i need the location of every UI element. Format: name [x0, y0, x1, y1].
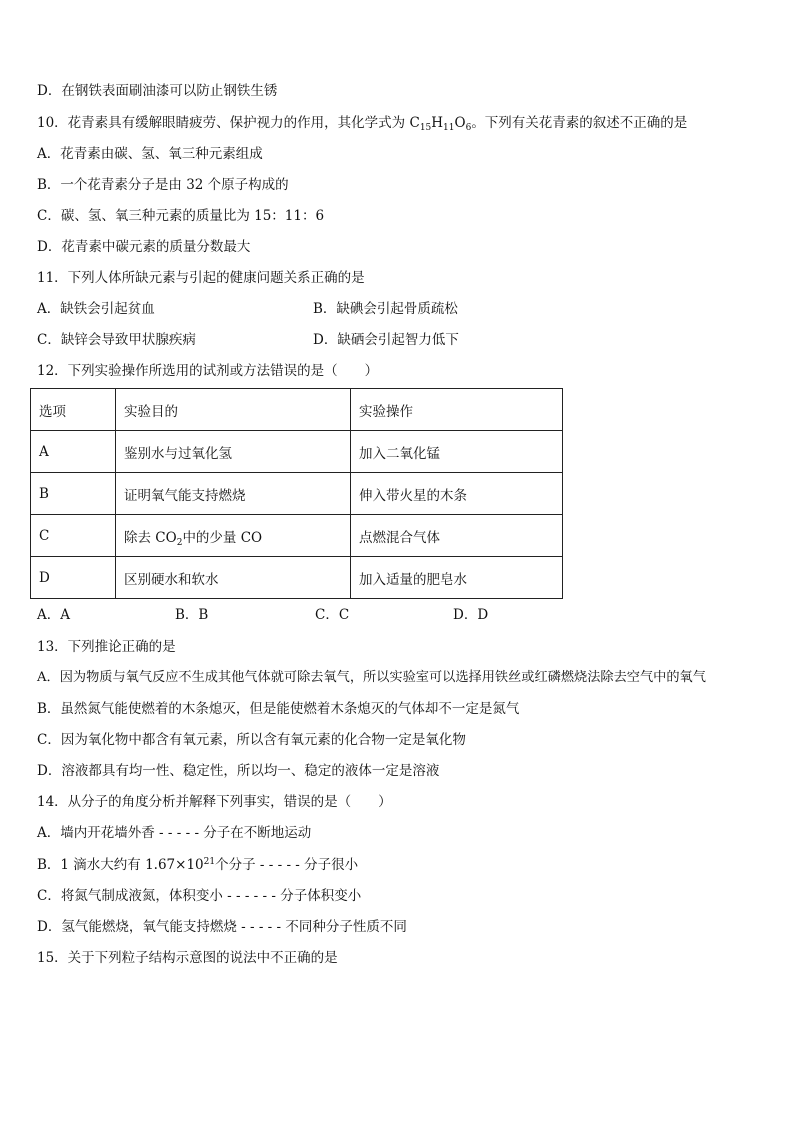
q13-option-a: A．因为物质与氧气反应不生成其他气体就可除去氧气，所以实验室可以选择用铁丝或红磷燃烧法除去空气中的氧气	[37, 670, 706, 685]
q10-option-d: D．花青素中碳元素的质量分数最大	[37, 239, 251, 255]
q13-stem: 13．下列推论正确的是	[37, 639, 176, 655]
q10-h: H	[431, 115, 444, 131]
q9-option-d: D．在钢铁表面刷油漆可以防止钢铁生锈	[37, 83, 278, 99]
q14-option-b	[37, 856, 358, 874]
table-header-row	[31, 389, 563, 431]
table-row	[31, 557, 563, 599]
row-option: D	[31, 557, 116, 599]
q10-o: O	[454, 115, 466, 131]
q14-b-post: 个分子 - - - - - 分子很小	[215, 857, 359, 873]
q11-option-b: B．缺碘会引起骨质疏松	[313, 301, 458, 317]
q13-option-d: D．溶液都具有均一性、稳定性，所以均一、稳定的液体一定是溶液	[37, 763, 440, 779]
row-operation: 点燃混合气体	[351, 515, 563, 557]
row-purpose	[116, 515, 351, 557]
q10-sub-c: 15	[419, 123, 432, 133]
q10-option-c: C．碳、氢、氧三种元素的质量比为 15：11：6	[37, 208, 325, 224]
purpose-pre: 除去 CO	[124, 529, 177, 546]
q14-b-exponent: 21	[203, 857, 216, 867]
row-purpose: 鉴别水与过氧化氢	[116, 431, 351, 473]
q10-sub-o: 6	[465, 123, 472, 133]
q10-stem-pre: 10．花青素具有缓解眼睛疲劳、保护视力的作用，其化学式为 C	[37, 115, 420, 131]
q10-stem-post: 。下列有关花青素的叙述不正确的是	[471, 115, 688, 131]
row-operation: 加入二氧化锰	[351, 431, 563, 473]
q10-option-a: A．花青素由碳、氢、氧三种元素组成	[37, 146, 263, 162]
q10-sub-h: 11	[443, 123, 455, 133]
q12-stem: 12．下列实验操作所选用的试剂或方法错误的是（ ）	[37, 363, 379, 379]
row-option: A	[31, 431, 116, 473]
q13-option-c: C．因为氧化物中都含有氧元素，所以含有氧元素的化合物一定是氧化物	[37, 732, 466, 748]
table-row	[31, 431, 563, 473]
q12-answer-a: A．A	[37, 607, 70, 623]
q11-option-d: D．缺硒会引起智力低下	[313, 332, 459, 348]
q13-option-b: B．虽然氮气能使燃着的木条熄灭，但是能使燃着木条熄灭的气体却不一定是氮气	[37, 701, 520, 717]
table-row	[31, 515, 563, 557]
q12-table	[30, 388, 563, 599]
purpose-post: 中的少量 CO	[182, 529, 263, 546]
table-row	[31, 473, 563, 515]
q14-stem: 14．从分子的角度分析并解释下列事实，错误的是（ ）	[37, 794, 392, 810]
row-purpose: 区别硬水和软水	[116, 557, 351, 599]
q12-answer-d: D．D	[453, 607, 489, 623]
row-operation: 加入适量的肥皂水	[351, 557, 563, 599]
q11-option-c: C．缺锌会导致甲状腺疾病	[37, 332, 196, 348]
header-operation: 实验操作	[351, 389, 563, 431]
purpose-sub: 2	[176, 537, 183, 548]
row-operation: 伸入带火星的木条	[351, 473, 563, 515]
row-option: C	[31, 515, 116, 557]
q10-stem	[37, 114, 687, 132]
q11-option-a: A．缺铁会引起贫血	[37, 301, 155, 317]
q10-option-b: B．一个花青素分子是由 32 个原子构成的	[37, 177, 289, 193]
header-option: 选项	[31, 389, 116, 431]
row-option: B	[31, 473, 116, 515]
q11-stem: 11．下列人体所缺元素与引起的健康问题关系正确的是	[37, 270, 365, 286]
q14-option-c: C．将氮气制成液氮，体积变小 - - - - - - 分子体积变小	[37, 888, 362, 904]
row-purpose: 证明氧气能支持燃烧	[116, 473, 351, 515]
q14-option-d: D．氢气能燃烧，氧气能支持燃烧 - - - - - 不同种分子性质不同	[37, 919, 407, 935]
q12-answer-c: C．C	[315, 607, 350, 623]
q14-b-pre: B．1 滴水大约有 1.67×10	[37, 857, 204, 873]
q15-stem: 15．关于下列粒子结构示意图的说法中不正确的是	[37, 950, 338, 966]
q12-answer-b: B．B	[175, 607, 209, 623]
q14-option-a: A．墙内开花墙外香 - - - - - 分子在不断地运动	[37, 825, 312, 841]
header-purpose: 实验目的	[116, 389, 351, 431]
